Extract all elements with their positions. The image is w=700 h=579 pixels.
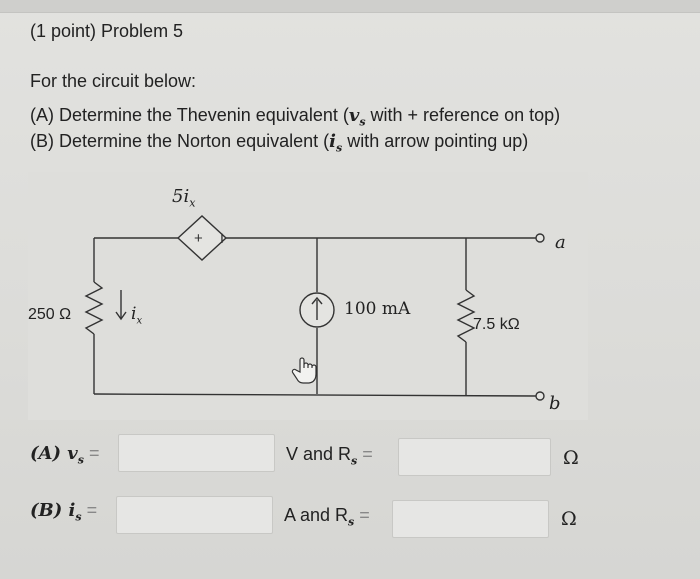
answer-a-mid-text: V and R xyxy=(286,444,352,464)
dep-src-minus: I xyxy=(220,230,224,246)
intro-text: For the circuit below: xyxy=(30,71,197,91)
rs-b-input[interactable] xyxy=(392,500,549,538)
current-source-label: 100 mA xyxy=(344,299,411,319)
part-b-prefix: (B) Determine the Norton equivalent ( xyxy=(30,131,330,151)
ix-sub: x xyxy=(136,315,143,327)
answer-b-label xyxy=(30,500,97,524)
answer-b-mid xyxy=(284,505,370,529)
resistor-250-label: 250 Ω xyxy=(28,306,72,323)
vs-input[interactable] xyxy=(118,434,275,472)
dep-src-sub: x xyxy=(189,196,196,210)
terminal-b-label: b xyxy=(549,393,561,414)
part-b-prompt xyxy=(30,131,528,155)
is-input[interactable] xyxy=(116,496,273,534)
answer-a-eq: = xyxy=(83,443,100,463)
answer-a-var: (A) v xyxy=(30,443,78,464)
part-a-prefix: (A) Determine the Thevenin equivalent ( xyxy=(30,105,349,125)
part-b-suffix: with arrow pointing up) xyxy=(342,131,529,151)
answer-a-mid-sub: s xyxy=(351,454,358,468)
answer-a-label xyxy=(30,443,99,467)
answer-b-mid-text: A and R xyxy=(284,505,349,525)
answer-b-var: (B) i xyxy=(30,500,76,521)
circuit-diagram xyxy=(28,172,588,420)
top-edge xyxy=(0,0,700,13)
answer-a-mid xyxy=(286,444,373,468)
answer-a-sub: s xyxy=(77,453,84,467)
ohm-unit-a: Ω xyxy=(563,447,579,469)
rs-a-input[interactable] xyxy=(398,438,551,476)
answer-a-mid-eq: = xyxy=(357,444,373,464)
part-a-prompt xyxy=(30,105,560,129)
answer-b-sub: s xyxy=(75,510,82,524)
resistor-7k5-label: 7.5 kΩ xyxy=(473,316,520,333)
problem-title: (1 point) Problem 5 xyxy=(30,21,184,41)
ohm-unit-b: Ω xyxy=(561,508,577,530)
dep-src-plus: + xyxy=(194,230,203,247)
terminal-b-node xyxy=(536,392,544,400)
terminal-a-label: a xyxy=(555,232,566,253)
part-b-sub: s xyxy=(335,141,343,155)
part-a-var: v xyxy=(348,105,360,126)
terminal-a-node xyxy=(536,234,544,242)
part-a-suffix: with + reference on top) xyxy=(365,105,561,125)
part-a-sub: s xyxy=(359,115,366,129)
ix-label xyxy=(131,304,142,326)
part-b-var: i xyxy=(329,131,336,152)
ix-var: i xyxy=(131,304,137,324)
answer-b-mid-eq: = xyxy=(354,505,370,525)
answer-b-eq: = xyxy=(81,500,98,520)
answer-b-mid-sub: s xyxy=(348,515,355,529)
dependent-source-label xyxy=(172,186,195,210)
dep-src-coef: 5i xyxy=(172,186,190,207)
